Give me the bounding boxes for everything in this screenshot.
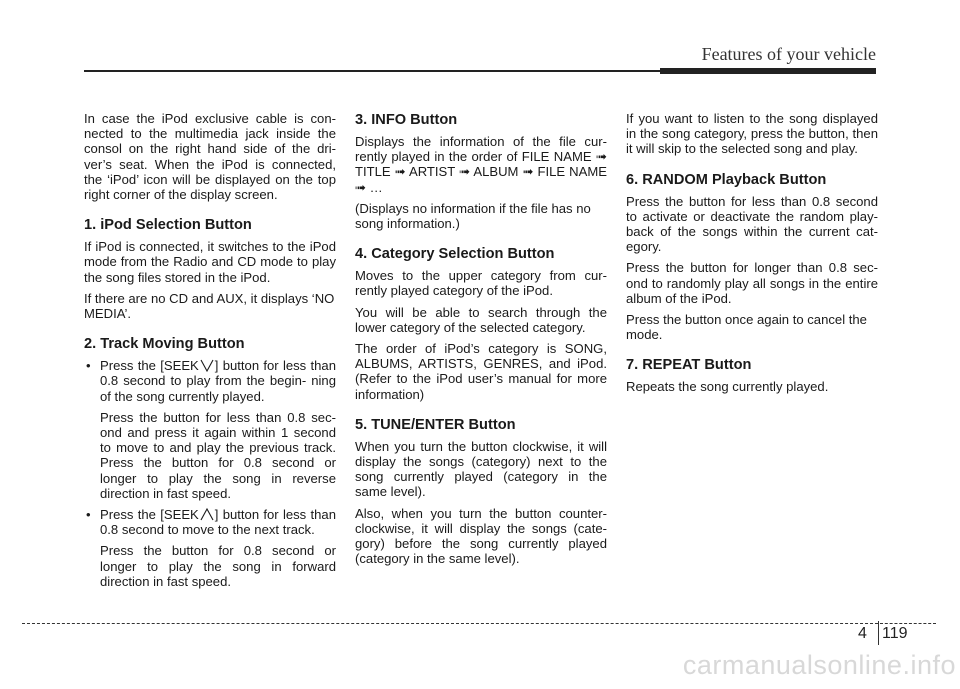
heading-repeat: 7. REPEAT Button: [626, 357, 752, 374]
bullet-text-post: ] button for less than 0.8 second to move to the next track.: [100, 507, 336, 538]
heading-tune-enter: 5. TUNE/ENTER Button: [355, 416, 516, 433]
watermark: carmanualsonline.info: [682, 650, 956, 680]
intro-paragraph: In case the iPod exclusive cable is con- nected to the multimedia jack inside the consol on the right hand side of the dri- ver’s seat. When the iPod is connected, the ‘iPod’ icon will be displayed on the top right corner of the display screen.: [84, 111, 336, 203]
bullet-text-pre: Press the [SEEK: [100, 358, 199, 374]
heading-random-playback: 6. RANDOM Playback Button: [626, 171, 827, 188]
column-left: [84, 111, 336, 595]
paragraph: If iPod is connected, it switches to the iPod mode from the Radio and CD mode to play the song files stored in the iPod.: [84, 239, 336, 285]
page-number-separator: [878, 621, 879, 645]
paragraph: You will be able to search through the lower category of the selected category.: [355, 304, 607, 335]
paragraph: The order of iPod’s category is SONG, ALBUMS, ARTISTS, GENRES, and iPod. (Refer to the iPod user’s manual for more information): [355, 341, 607, 402]
heading-ipod-selection: 1. iPod Selection Button: [84, 217, 252, 234]
bullet-text-pre: Press the [SEEK: [100, 507, 199, 523]
paragraph: [355, 134, 607, 195]
paragraph: Press the button once again to cancel the mode.: [626, 312, 867, 343]
header-divider-accent: [660, 68, 876, 74]
paragraph: Press the button for less than 0.8 second to activate or deactivate the random play- back of the songs within the current cat- egory.: [626, 193, 878, 255]
chapter-number: 4: [858, 625, 867, 642]
section-title: Features of your vehicle: [701, 44, 876, 64]
paragraph: When you turn the button clockwise, it will display the songs (category) next to the song currently played (category in the same level).: [355, 438, 607, 500]
bullet-subtext: Press the button for less than 0.8 sec- ond and press it again within 1 second to move to and play the previous track. Press the button for 0.8 second or longer to play the song in reverse direction in fast speed.: [100, 409, 336, 501]
paragraph: Moves to the upper category from cur- rently played category of the iPod.: [355, 268, 607, 299]
bullet-subtext: Press the button for 0.8 second or longer to play the song in forward direction in fast speed.: [100, 543, 336, 589]
paragraph-text: Displays the information of the file cur- rently played in the order of FILE NAME: [355, 134, 607, 165]
page-number: 119: [882, 625, 908, 642]
heading-track-moving: 2. Track Moving Button: [84, 336, 245, 353]
paragraph: Press the button for longer than 0.8 sec- ond to randomly play all songs in the entire album of the iPod.: [626, 260, 878, 306]
column-right: [626, 111, 878, 401]
paragraph: Repeats the song currently played.: [626, 379, 829, 395]
footer-divider: [880, 623, 936, 624]
paragraph: If there are no CD and AUX, it displays ‘NO MEDIA’.: [84, 290, 335, 322]
intro-paragraph: If you want to listen to the song displayed in the song category, press the button, then it will skip to the selected song and play.: [626, 111, 878, 157]
heading-category-selection: 4. Category Selection Button: [355, 246, 555, 263]
chevron-down-icon: [200, 358, 214, 373]
column-middle: [355, 111, 607, 572]
paragraph: (Displays no information if the file has no song information.): [355, 200, 591, 232]
heading-info: 3. INFO Button: [355, 112, 458, 128]
paragraph: Also, when you turn the button counter- clockwise, it will display the songs (cate- gory) before the song currently played (category in the same level).: [355, 505, 607, 567]
bullet-text-post: ] button for less than 0.8 second to play from the begin- ning of the song currently played.: [100, 358, 336, 404]
bullet-seek-down: [84, 358, 336, 404]
order-sequence: ➟ TITLE ➟ ARTIST ➟ ALBUM ➟ FILE NAME ➟ …: [355, 149, 607, 195]
footer-divider: [22, 623, 878, 624]
chevron-up-icon: [200, 507, 214, 522]
bullet-seek-up: [84, 507, 336, 537]
